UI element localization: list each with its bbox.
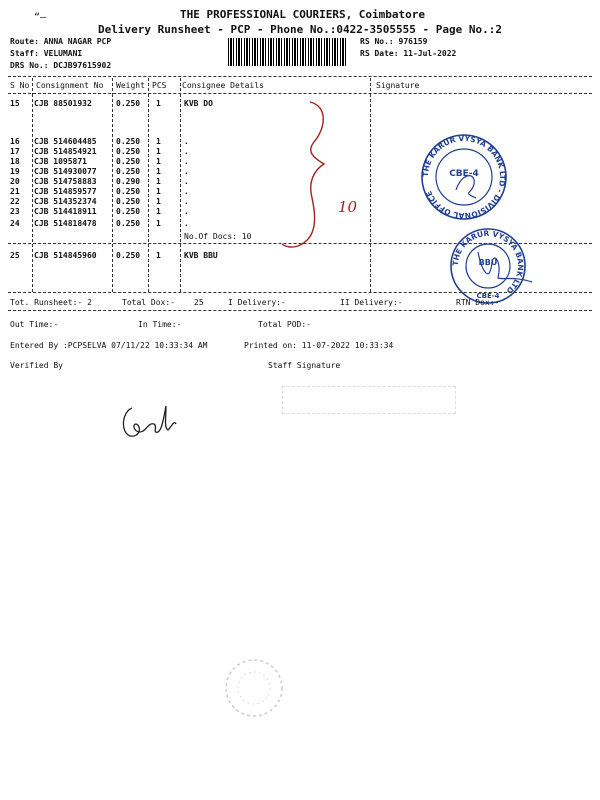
row-details: . xyxy=(184,137,189,146)
row-weight: 0.250 xyxy=(116,137,141,146)
row-consignment: CJB 1095871 xyxy=(34,157,87,166)
row-sno: 22 xyxy=(10,197,20,206)
stamp-bottom-ring-text: THE KARUR VYSYA BANK LTD xyxy=(450,228,526,296)
total-dox-label: Total Dox:- xyxy=(122,298,175,307)
row-pcs: 1 xyxy=(156,251,161,260)
col-divider-5 xyxy=(370,94,371,292)
col-pcs: PCS xyxy=(152,81,167,90)
row-pcs: 1 xyxy=(156,147,161,156)
col-divider-3 xyxy=(148,94,149,292)
scan-mark: “– xyxy=(34,12,47,23)
verified-by: Verified By xyxy=(10,361,63,370)
row-pcs: 1 xyxy=(156,177,161,186)
row-weight: 0.250 xyxy=(116,219,141,228)
col-details: Consignee Details xyxy=(182,81,264,90)
stamp-bottom-center: BBU xyxy=(478,258,498,267)
row-consignment: CJB 514418911 xyxy=(34,207,97,216)
row-weight: 0.250 xyxy=(116,207,141,216)
row-consignment: CJB 514845960 xyxy=(34,251,97,260)
totals-top-rule xyxy=(8,292,592,293)
col-divider-1 xyxy=(32,94,33,292)
rs-date: RS Date: 11-Jul-2022 xyxy=(360,49,457,58)
entered-by: Entered By :PCPSELVA 07/11/22 10:33:34 AM xyxy=(10,341,208,350)
row-sno: 15 xyxy=(10,99,20,108)
row-details: . xyxy=(184,197,189,206)
row-pcs: 1 xyxy=(156,99,161,108)
row-details: . xyxy=(184,187,189,196)
row-weight: 0.250 xyxy=(116,197,141,206)
in-time: In Time:- xyxy=(138,320,182,329)
bleed-through-stamp xyxy=(282,386,456,414)
row-details: KVB BBU xyxy=(184,251,218,260)
i-delivery: I Delivery:- xyxy=(228,298,286,307)
row-sno: 17 xyxy=(10,147,20,156)
row-sno: 18 xyxy=(10,157,20,166)
table-top-rule xyxy=(8,76,592,77)
rs-number: RS No.: 976159 xyxy=(360,37,428,46)
row-consignment: CJB 514930077 xyxy=(34,167,97,176)
col-sno: S No xyxy=(10,81,30,90)
printed-on: Printed on: 11-07-2022 10:33:34 xyxy=(244,341,394,350)
bleed-through-seal xyxy=(222,656,286,720)
runsheet-subtitle: Delivery Runsheet - PCP - Phone No.:0422-3505555 - Page No.:2 xyxy=(98,23,502,36)
route-label: Route: ANNA NAGAR PCP xyxy=(10,37,112,46)
row-weight: 0.250 xyxy=(116,147,141,156)
staff-signature-label: Staff Signature xyxy=(268,361,341,370)
row-weight: 0.290 xyxy=(116,177,141,186)
stamp-bottom-sub: CBE-4 xyxy=(476,292,500,300)
col-signature: Signature xyxy=(376,81,420,90)
no-of-docs: No.Of Docs: 10 xyxy=(184,232,252,241)
row-pcs: 1 xyxy=(156,187,161,196)
row-sno: 21 xyxy=(10,187,20,196)
row-consignment: CJB 514854921 xyxy=(34,147,97,156)
row-sno: 20 xyxy=(10,177,20,186)
row-sno: 19 xyxy=(10,167,20,176)
verifier-signature xyxy=(118,398,180,442)
col-divider-4 xyxy=(180,94,181,292)
rtn-dox: RTN Dox:- xyxy=(456,298,500,307)
row-pcs: 1 xyxy=(156,219,161,228)
row-consignment: CJB 514859577 xyxy=(34,187,97,196)
table-header-rule xyxy=(8,93,592,94)
row-details: KVB DO xyxy=(184,99,213,108)
row-consignment: CJB 88501932 xyxy=(34,99,92,108)
col-weight: Weight xyxy=(116,81,145,90)
row-sno: 16 xyxy=(10,137,20,146)
row-sno: 25 xyxy=(10,251,20,260)
col-divider-2 xyxy=(112,94,113,292)
total-runsheet: Tot. Runsheet:- 2 xyxy=(10,298,92,307)
col-consignment: Consignment No xyxy=(36,81,104,90)
row-weight: 0.250 xyxy=(116,187,141,196)
row-weight: 0.250 xyxy=(116,251,141,260)
row-details: . xyxy=(184,147,189,156)
ii-delivery: II Delivery:- xyxy=(340,298,403,307)
row-consignment: CJB 514604485 xyxy=(34,137,97,146)
row-pcs: 1 xyxy=(156,167,161,176)
row-weight: 0.250 xyxy=(116,99,141,108)
row-weight: 0.250 xyxy=(116,157,141,166)
out-time: Out Time:- xyxy=(10,320,59,329)
row-pcs: 1 xyxy=(156,197,161,206)
barcode xyxy=(228,38,348,66)
row-pcs: 1 xyxy=(156,207,161,216)
row-details: . xyxy=(184,219,189,228)
row-weight: 0.250 xyxy=(116,167,141,176)
stamp-top-ring-text: THE KARUR VYSYA BANK LTD - DIVISIONAL OFFICE xyxy=(420,133,508,221)
row-consignment: CJB 514758883 xyxy=(34,177,97,186)
total-pod: Total POD:- xyxy=(258,320,311,329)
row-sno: 23 xyxy=(10,207,20,216)
stamp-top-center: CBE-4 xyxy=(449,169,479,179)
row-consignment: CJB 514818478 xyxy=(34,219,97,228)
bank-stamp-bottom xyxy=(442,222,538,308)
row-details: . xyxy=(184,177,189,186)
table-header xyxy=(10,81,590,91)
total-dox-value: 25 xyxy=(194,298,204,307)
row-sno: 24 xyxy=(10,219,20,228)
handwritten-brace xyxy=(280,98,350,254)
drs-number: DRS No.: DCJB97615902 xyxy=(10,61,112,70)
row-pcs: 1 xyxy=(156,157,161,166)
row-details: . xyxy=(184,157,189,166)
handwritten-count: 10 xyxy=(338,198,358,216)
totals-bottom-rule xyxy=(8,310,592,311)
row-details: . xyxy=(184,167,189,176)
bank-stamp-top xyxy=(416,132,512,222)
staff-label: Staff: VELUMANI xyxy=(10,49,83,58)
row-consignment: CJB 514352374 xyxy=(34,197,97,206)
company-title: THE PROFESSIONAL COURIERS, Coimbatore xyxy=(180,8,426,21)
row-details: . xyxy=(184,207,189,216)
row-pcs: 1 xyxy=(156,137,161,146)
